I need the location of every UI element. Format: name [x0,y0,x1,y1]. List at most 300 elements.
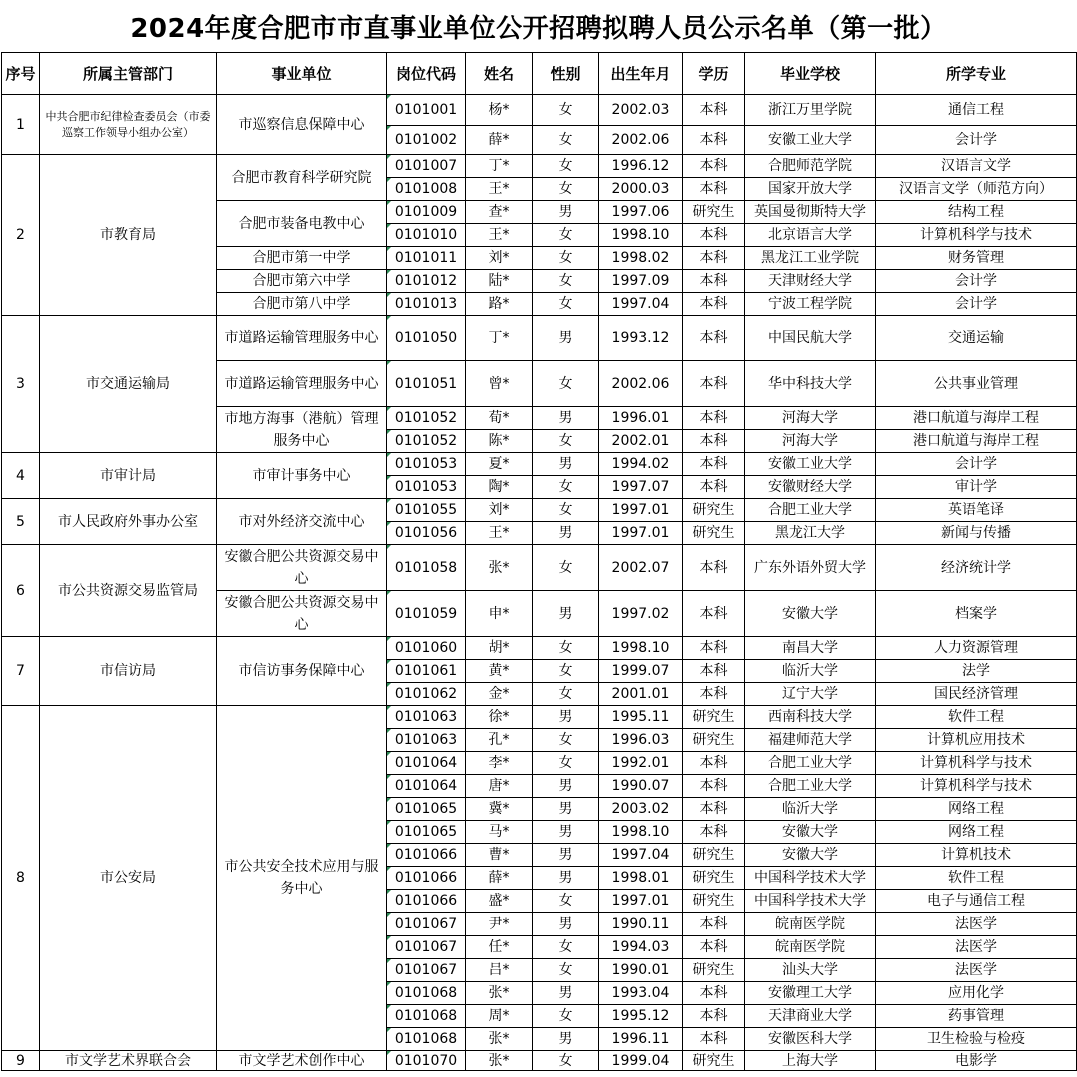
cell-birth: 1992.01 [599,752,683,775]
cell-school: 皖南医学院 [745,913,876,936]
cell-birth: 1998.10 [599,821,683,844]
cell-code: 0101067 [387,936,466,959]
cell-unit: 合肥市第一中学 [217,247,387,270]
cell-seq: 2 [2,155,40,316]
cell-name: 李* [466,752,533,775]
cell-name: 黄* [466,660,533,683]
cell-unit: 市文学艺术创作中心 [217,1051,387,1071]
cell-code: 0101009 [387,201,466,224]
cell-school: 安徽工业大学 [745,453,876,476]
cell-education: 本科 [683,637,745,660]
cell-seq: 3 [2,316,40,453]
cell-school: 合肥工业大学 [745,752,876,775]
cell-major: 网络工程 [876,798,1077,821]
table-row [2,155,1077,178]
table-row [2,499,1077,522]
cell-major: 计算机科学与技术 [876,775,1077,798]
cell-school: 南昌大学 [745,637,876,660]
cell-unit: 市公共安全技术应用与服务中心 [217,706,387,1051]
cell-school: 安徽大学 [745,591,876,637]
cell-code: 0101062 [387,683,466,706]
cell-code: 0101052 [387,430,466,453]
cell-birth: 1997.04 [599,844,683,867]
cell-birth: 2001.01 [599,683,683,706]
cell-birth: 2000.03 [599,178,683,201]
cell-gender: 男 [533,706,599,729]
cell-unit: 市对外经济交流中心 [217,499,387,545]
cell-code: 0101059 [387,591,466,637]
cell-unit: 合肥市教育科学研究院 [217,155,387,201]
cell-birth: 1990.11 [599,913,683,936]
col-header-birth: 出生年月 [599,53,683,95]
cell-dept: 市交通运输局 [40,316,217,453]
cell-gender: 男 [533,201,599,224]
cell-birth: 1999.07 [599,660,683,683]
cell-unit: 市信访事务保障中心 [217,637,387,706]
cell-name: 张* [466,545,533,591]
cell-name: 荀* [466,407,533,430]
cell-dept: 市审计局 [40,453,217,499]
cell-major: 经济统计学 [876,545,1077,591]
cell-gender: 女 [533,293,599,316]
cell-education: 本科 [683,683,745,706]
cell-name: 尹* [466,913,533,936]
cell-code: 0101012 [387,270,466,293]
cell-name: 申* [466,591,533,637]
cell-major: 结构工程 [876,201,1077,224]
cell-major: 计算机科学与技术 [876,224,1077,247]
cell-birth: 1997.09 [599,270,683,293]
cell-code: 0101056 [387,522,466,545]
cell-major: 交通运输 [876,316,1077,361]
cell-gender: 女 [533,155,599,178]
cell-code: 0101065 [387,821,466,844]
cell-birth: 1994.03 [599,936,683,959]
cell-education: 本科 [683,270,745,293]
cell-name: 薛* [466,867,533,890]
cell-education: 本科 [683,591,745,637]
cell-seq: 6 [2,545,40,637]
cell-birth: 1990.07 [599,775,683,798]
cell-major: 网络工程 [876,821,1077,844]
cell-birth: 1995.12 [599,1005,683,1028]
cell-major: 新闻与传播 [876,522,1077,545]
cell-education: 本科 [683,476,745,499]
col-header-school: 毕业学校 [745,53,876,95]
cell-name: 孔* [466,729,533,752]
cell-major: 电子与通信工程 [876,890,1077,913]
cell-gender: 男 [533,1028,599,1051]
cell-birth: 1997.01 [599,522,683,545]
cell-school: 汕头大学 [745,959,876,982]
cell-major: 国民经济管理 [876,683,1077,706]
table-row [2,545,1077,591]
cell-gender: 女 [533,1051,599,1071]
cell-dept: 市人民政府外事办公室 [40,499,217,545]
cell-code: 0101063 [387,706,466,729]
cell-seq: 1 [2,95,40,155]
cell-gender: 女 [533,476,599,499]
cell-dept: 市公安局 [40,706,217,1051]
cell-name: 曹* [466,844,533,867]
table-row [2,1051,1077,1071]
cell-school: 宁波工程学院 [745,293,876,316]
cell-school: 皖南医学院 [745,936,876,959]
cell-code: 0101010 [387,224,466,247]
cell-school: 英国曼彻斯特大学 [745,201,876,224]
cell-school: 合肥师范学院 [745,155,876,178]
cell-unit: 市地方海事（港航）管理服务中心 [217,407,387,453]
cell-school: 北京语言大学 [745,224,876,247]
cell-birth: 1999.04 [599,1051,683,1071]
cell-birth: 1998.10 [599,224,683,247]
cell-major: 计算机应用技术 [876,729,1077,752]
cell-gender: 男 [533,913,599,936]
cell-name: 张* [466,982,533,1005]
cell-name: 周* [466,1005,533,1028]
cell-major: 软件工程 [876,867,1077,890]
cell-name: 胡* [466,637,533,660]
cell-name: 刘* [466,499,533,522]
cell-school: 广东外语外贸大学 [745,545,876,591]
cell-major: 软件工程 [876,706,1077,729]
cell-gender: 女 [533,178,599,201]
cell-code: 0101053 [387,453,466,476]
cell-gender: 女 [533,126,599,155]
roster-body [2,95,1077,1071]
cell-name: 盛* [466,890,533,913]
cell-major: 审计学 [876,476,1077,499]
cell-school: 安徽医科大学 [745,1028,876,1051]
cell-birth: 1994.02 [599,453,683,476]
cell-gender: 女 [533,683,599,706]
cell-dept: 市公共资源交易监管局 [40,545,217,637]
cell-code: 0101066 [387,844,466,867]
cell-school: 中国科学技术大学 [745,867,876,890]
cell-birth: 2002.01 [599,430,683,453]
cell-name: 王* [466,522,533,545]
cell-code: 0101064 [387,752,466,775]
cell-code: 0101068 [387,982,466,1005]
cell-major: 电影学 [876,1051,1077,1071]
cell-education: 本科 [683,247,745,270]
cell-education: 本科 [683,913,745,936]
cell-name: 查* [466,201,533,224]
cell-education: 本科 [683,155,745,178]
cell-birth: 1993.12 [599,316,683,361]
cell-name: 陈* [466,430,533,453]
cell-code: 0101050 [387,316,466,361]
cell-gender: 女 [533,1005,599,1028]
cell-name: 薛* [466,126,533,155]
cell-code: 0101068 [387,1005,466,1028]
cell-major: 汉语言文学（师范方向） [876,178,1077,201]
cell-gender: 男 [533,591,599,637]
cell-education: 本科 [683,775,745,798]
cell-education: 本科 [683,316,745,361]
cell-gender: 女 [533,752,599,775]
cell-major: 法医学 [876,936,1077,959]
cell-school: 河海大学 [745,430,876,453]
cell-education: 研究生 [683,499,745,522]
cell-gender: 男 [533,775,599,798]
cell-school: 黑龙江工业学院 [745,247,876,270]
cell-major: 会计学 [876,453,1077,476]
table-row [2,316,1077,361]
cell-name: 冀* [466,798,533,821]
cell-major: 会计学 [876,126,1077,155]
cell-name: 任* [466,936,533,959]
cell-birth: 1997.06 [599,201,683,224]
cell-major: 档案学 [876,591,1077,637]
cell-education: 本科 [683,178,745,201]
cell-education: 本科 [683,126,745,155]
cell-birth: 1997.02 [599,591,683,637]
cell-gender: 男 [533,453,599,476]
cell-gender: 女 [533,890,599,913]
cell-birth: 1998.10 [599,637,683,660]
cell-education: 本科 [683,430,745,453]
cell-education: 研究生 [683,522,745,545]
cell-birth: 2002.03 [599,95,683,126]
cell-major: 通信工程 [876,95,1077,126]
cell-school: 临沂大学 [745,660,876,683]
cell-school: 辽宁大学 [745,683,876,706]
cell-major: 计算机科学与技术 [876,752,1077,775]
cell-unit: 市巡察信息保障中心 [217,95,387,155]
cell-unit: 合肥市第六中学 [217,270,387,293]
cell-code: 0101063 [387,729,466,752]
cell-school: 合肥工业大学 [745,775,876,798]
cell-school: 天津财经大学 [745,270,876,293]
cell-name: 王* [466,224,533,247]
cell-gender: 女 [533,545,599,591]
cell-major: 财务管理 [876,247,1077,270]
cell-school: 中国科学技术大学 [745,890,876,913]
cell-birth: 1998.01 [599,867,683,890]
cell-birth: 2002.07 [599,545,683,591]
cell-name: 唐* [466,775,533,798]
cell-name: 金* [466,683,533,706]
cell-birth: 1996.03 [599,729,683,752]
cell-name: 张* [466,1028,533,1051]
cell-gender: 男 [533,982,599,1005]
cell-dept: 中共合肥市纪律检查委员会（市委巡察工作领导小组办公室） [40,95,217,155]
cell-birth: 1993.04 [599,982,683,1005]
cell-name: 丁* [466,155,533,178]
cell-school: 浙江万里学院 [745,95,876,126]
cell-school: 中国民航大学 [745,316,876,361]
cell-birth: 1996.11 [599,1028,683,1051]
cell-name: 陆* [466,270,533,293]
cell-major: 汉语言文学 [876,155,1077,178]
cell-education: 研究生 [683,729,745,752]
table-row [2,453,1077,476]
cell-name: 陶* [466,476,533,499]
cell-school: 国家开放大学 [745,178,876,201]
col-header-dept: 所属主管部门 [40,53,217,95]
cell-education: 本科 [683,1028,745,1051]
col-header-unit: 事业单位 [217,53,387,95]
cell-seq: 5 [2,499,40,545]
cell-major: 人力资源管理 [876,637,1077,660]
cell-education: 本科 [683,798,745,821]
cell-education: 本科 [683,936,745,959]
cell-code: 0101011 [387,247,466,270]
cell-education: 研究生 [683,706,745,729]
cell-name: 吕* [466,959,533,982]
cell-major: 港口航道与海岸工程 [876,407,1077,430]
cell-birth: 1995.11 [599,706,683,729]
cell-gender: 男 [533,798,599,821]
cell-code: 0101064 [387,775,466,798]
cell-major: 计算机技术 [876,844,1077,867]
cell-education: 本科 [683,293,745,316]
header-row [2,53,1077,95]
cell-education: 本科 [683,752,745,775]
cell-major: 卫生检验与检疫 [876,1028,1077,1051]
cell-birth: 1997.01 [599,890,683,913]
cell-seq: 7 [2,637,40,706]
cell-gender: 男 [533,844,599,867]
cell-name: 马* [466,821,533,844]
cell-gender: 女 [533,959,599,982]
cell-gender: 女 [533,637,599,660]
cell-school: 安徽财经大学 [745,476,876,499]
cell-code: 0101051 [387,361,466,407]
cell-unit: 市审计事务中心 [217,453,387,499]
cell-gender: 女 [533,361,599,407]
cell-birth: 1998.02 [599,247,683,270]
cell-education: 研究生 [683,890,745,913]
cell-major: 英语笔译 [876,499,1077,522]
cell-code: 0101002 [387,126,466,155]
cell-birth: 1996.01 [599,407,683,430]
cell-gender: 男 [533,821,599,844]
cell-name: 杨* [466,95,533,126]
cell-gender: 男 [533,522,599,545]
cell-birth: 1997.01 [599,499,683,522]
cell-code: 0101060 [387,637,466,660]
cell-school: 合肥工业大学 [745,499,876,522]
col-header-education: 学历 [683,53,745,95]
cell-code: 0101055 [387,499,466,522]
cell-seq: 8 [2,706,40,1051]
cell-code: 0101013 [387,293,466,316]
cell-school: 安徽工业大学 [745,126,876,155]
cell-education: 本科 [683,545,745,591]
cell-code: 0101067 [387,913,466,936]
cell-code: 0101058 [387,545,466,591]
cell-name: 张* [466,1051,533,1071]
cell-school: 西南科技大学 [745,706,876,729]
cell-school: 安徽大学 [745,844,876,867]
cell-unit: 合肥市第八中学 [217,293,387,316]
cell-gender: 女 [533,430,599,453]
col-header-seq: 序号 [2,53,40,95]
cell-seq: 4 [2,453,40,499]
cell-education: 研究生 [683,959,745,982]
cell-education: 研究生 [683,867,745,890]
cell-school: 河海大学 [745,407,876,430]
cell-gender: 女 [533,660,599,683]
cell-education: 研究生 [683,201,745,224]
cell-name: 夏* [466,453,533,476]
cell-unit: 市道路运输管理服务中心 [217,316,387,361]
cell-school: 上海大学 [745,1051,876,1071]
cell-gender: 女 [533,224,599,247]
cell-name: 刘* [466,247,533,270]
cell-education: 研究生 [683,844,745,867]
cell-major: 会计学 [876,293,1077,316]
cell-education: 本科 [683,407,745,430]
cell-education: 研究生 [683,1051,745,1071]
table-row [2,95,1077,126]
cell-gender: 女 [533,95,599,126]
cell-code: 0101066 [387,867,466,890]
cell-name: 丁* [466,316,533,361]
cell-education: 本科 [683,361,745,407]
cell-gender: 男 [533,407,599,430]
cell-education: 本科 [683,224,745,247]
cell-code: 0101001 [387,95,466,126]
cell-birth: 2003.02 [599,798,683,821]
cell-gender: 女 [533,270,599,293]
cell-unit: 安徽合肥公共资源交易中心 [217,591,387,637]
cell-school: 天津商业大学 [745,1005,876,1028]
cell-birth: 1990.01 [599,959,683,982]
cell-education: 本科 [683,1005,745,1028]
cell-gender: 男 [533,867,599,890]
cell-name: 路* [466,293,533,316]
cell-gender: 男 [533,316,599,361]
cell-birth: 1997.07 [599,476,683,499]
cell-major: 港口航道与海岸工程 [876,430,1077,453]
cell-seq: 9 [2,1051,40,1071]
cell-major: 会计学 [876,270,1077,293]
cell-birth: 2002.06 [599,126,683,155]
cell-dept: 市信访局 [40,637,217,706]
cell-unit: 合肥市装备电教中心 [217,201,387,247]
cell-gender: 女 [533,247,599,270]
cell-major: 法学 [876,660,1077,683]
col-header-code: 岗位代码 [387,53,466,95]
cell-birth: 2002.06 [599,361,683,407]
cell-name: 徐* [466,706,533,729]
cell-gender: 女 [533,499,599,522]
cell-school: 安徽理工大学 [745,982,876,1005]
cell-name: 曾* [466,361,533,407]
cell-birth: 1996.12 [599,155,683,178]
cell-major: 药事管理 [876,1005,1077,1028]
cell-school: 黑龙江大学 [745,522,876,545]
cell-code: 0101061 [387,660,466,683]
cell-education: 本科 [683,453,745,476]
cell-code: 0101008 [387,178,466,201]
table-row [2,637,1077,660]
col-header-gender: 性别 [533,53,599,95]
cell-code: 0101066 [387,890,466,913]
cell-unit: 安徽合肥公共资源交易中心 [217,545,387,591]
roster-table [1,52,1077,1071]
cell-education: 本科 [683,660,745,683]
cell-code: 0101065 [387,798,466,821]
cell-name: 王* [466,178,533,201]
cell-code: 0101070 [387,1051,466,1071]
table-row [2,706,1077,729]
cell-major: 法医学 [876,959,1077,982]
cell-school: 安徽大学 [745,821,876,844]
